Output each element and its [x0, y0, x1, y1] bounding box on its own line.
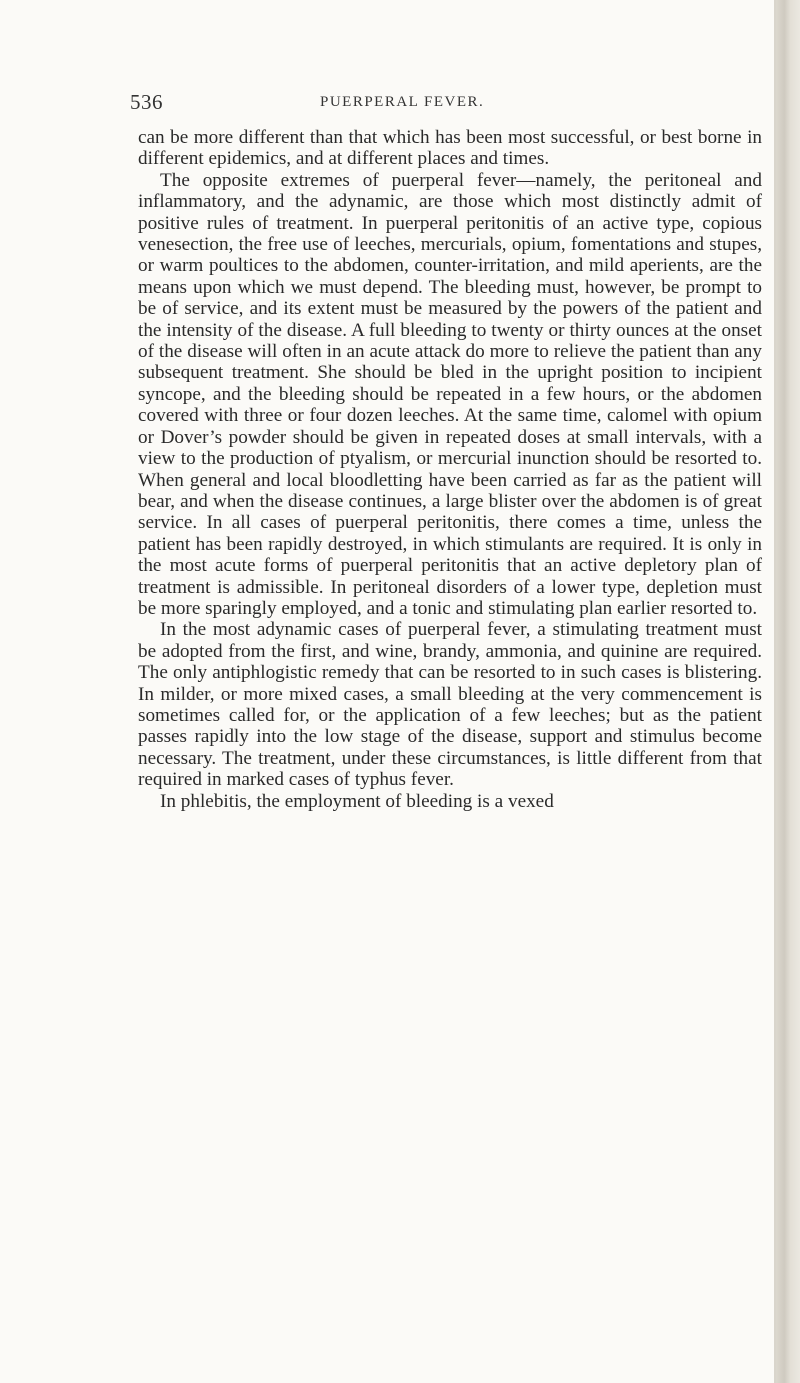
body-text — [138, 127, 762, 812]
page-edge — [776, 0, 800, 1383]
paragraph-continued: can be more different than that which has been most successful, or best borne in different epidemics, and at different places and times. — [138, 127, 762, 170]
paragraph-peritonitis-treatment: The opposite extremes of puerperal fever—namely, the peritoneal and inflammatory, and the adynamic, are those which most distinctly admit of positive rules of treatment. In puerperal peritonitis of an active type, copious venesection, the free use of leeches, mercurials, opium, fomentations and stupes, or warm poultices to the abdomen, counter-irritation, and mild aperients, are the means upon which we must depend. The bleeding must, however, be prompt to be of service, and its extent must be measured by the powers of the patient and the intensity of the disease. A full bleeding to twenty or thirty ounces at the onset of the disease will often in an acute attack do more to relieve the patient than any subsequent treatment. She should be bled in the upright position to incipient syncope, and the bleeding should be repeated in a few hours, or the abdomen covered with three or four dozen leeches. At the same time, calomel with opium or Dover’s powder should be given in repeated doses at small intervals, with a view to the production of ptyalism, or mercurial inunction should be resorted to. When general and local bloodletting have been carried as far as the patient will bear, and when the disease continues, a large blister over the abdomen is of great service. In all cases of puerperal peritonitis, there comes a time, unless the patient has been rapidly destroyed, in which stimulants are required. It is only in the most acute forms of puerperal peritonitis that an active depletory plan of treatment is admissible. In peritoneal disorders of a lower type, depletion must be more sparingly employed, and a tonic and stimulating plan earlier resorted to. — [138, 169, 762, 619]
running-title: PUERPERAL FEVER. — [320, 94, 485, 110]
paragraph-adynamic-treatment: In the most adynamic cases of puerperal fever, a stimulating treatment must be adopted from the first, and wine, brandy, ammonia, and quinine are required. The only antiphlogistic remedy that can be resorted to in such cases is blistering. In milder, or more mixed cases, a small bleeding at the very commencement is sometimes called for, or the application of a few leeches; but as the patient passes rapidly into the low stage of the disease, support and stimulus become necessary. The treatment, under these circumstances, is little different from that required in marked cases of typhus fever. — [138, 619, 762, 791]
paragraph-phlebitis: In phlebitis, the employment of bleeding is a vexed — [160, 790, 554, 812]
page-number: 536 — [130, 90, 163, 114]
page-header — [120, 90, 760, 120]
